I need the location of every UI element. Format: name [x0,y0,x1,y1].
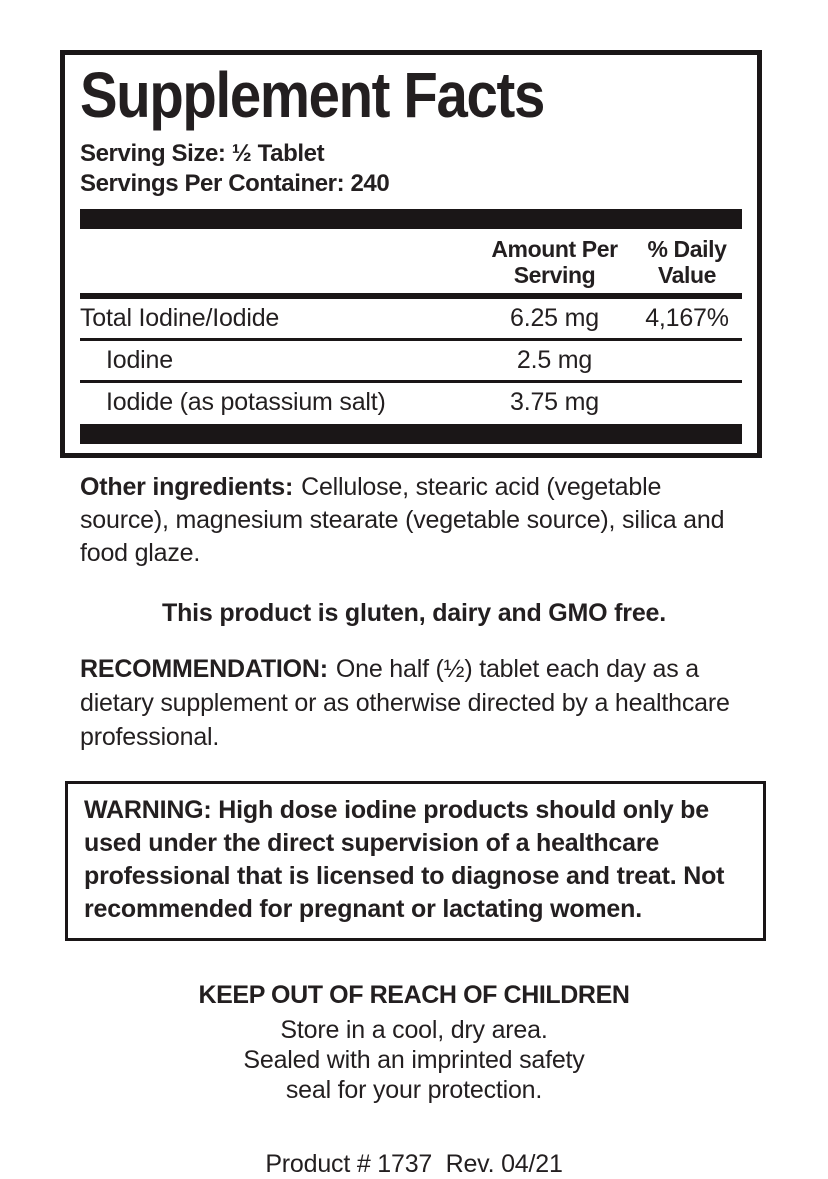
nutrient-amount: 6.25 mg [510,304,599,332]
table-bottom-bar [80,424,742,444]
other-ingredients-text: Cellulose, stearic acid (vegetable source), magnesium stearate (vegetable source), silica and food glaze. [80,473,725,567]
supplement-facts-panel [60,50,762,458]
table-row-iodide [80,383,742,422]
serving-info [80,139,742,199]
gluten-free-note: This product is gluten, dairy and GMO free. [162,599,666,627]
nutrient-amount: 2.5 mg [516,346,593,374]
nutrient-name: Iodine [106,346,173,374]
supplement-label-page [0,50,828,1178]
nutrient-daily-value: 4,167% [645,304,729,332]
storage-note-line: Store in a cool, dry area. [280,1016,548,1044]
storage-note-line: Sealed with an imprinted safety [243,1046,585,1074]
recommendation [80,652,750,754]
recommendation-label: RECOMMENDATION: [80,655,328,683]
column-header-daily-value [632,236,742,288]
other-ingredients [80,471,742,570]
column-header-amount-per-serving [477,236,632,288]
keep-out-of-reach-section [0,980,828,1105]
amount-header-line1: Amount Per [491,236,618,262]
daily-header-line2: Value [657,262,717,288]
table-row-total-iodine [80,299,742,338]
table-column-headers [80,229,742,293]
recommendation-text: One half (½) tablet each day as a dietary supplement or as otherwise directed by a healthcare professional. [80,655,730,751]
table-header-bar [80,209,742,229]
servings-per-container: Servings Per Container: 240 [80,170,390,197]
warning-box [65,781,766,941]
daily-header-line1: % Daily [647,236,727,262]
amount-header-line2: Serving [513,262,596,288]
warning-text: WARNING: High dose iodine products should only be used under the direct supervision of a healthcare professional that is licensed to diagnose and treat. Not recommended for pregnant or lactating women. [84,796,725,923]
storage-note-line: seal for your protection. [285,1076,543,1104]
other-ingredients-label: Other ingredients: [80,473,294,501]
serving-size: Serving Size: ½ Tablet [80,140,325,167]
product-revision-line: Product # 1737 Rev. 04/21 [265,1150,563,1178]
nutrient-name: Iodide (as potassium salt) [106,388,386,416]
nutrient-amount: 3.75 mg [510,388,599,416]
table-row-iodine [80,341,742,380]
keep-out-heading: KEEP OUT OF REACH OF CHILDREN [198,981,630,1009]
nutrient-name: Total Iodine/Iodide [80,304,280,332]
panel-title: Supplement Facts [80,59,544,131]
